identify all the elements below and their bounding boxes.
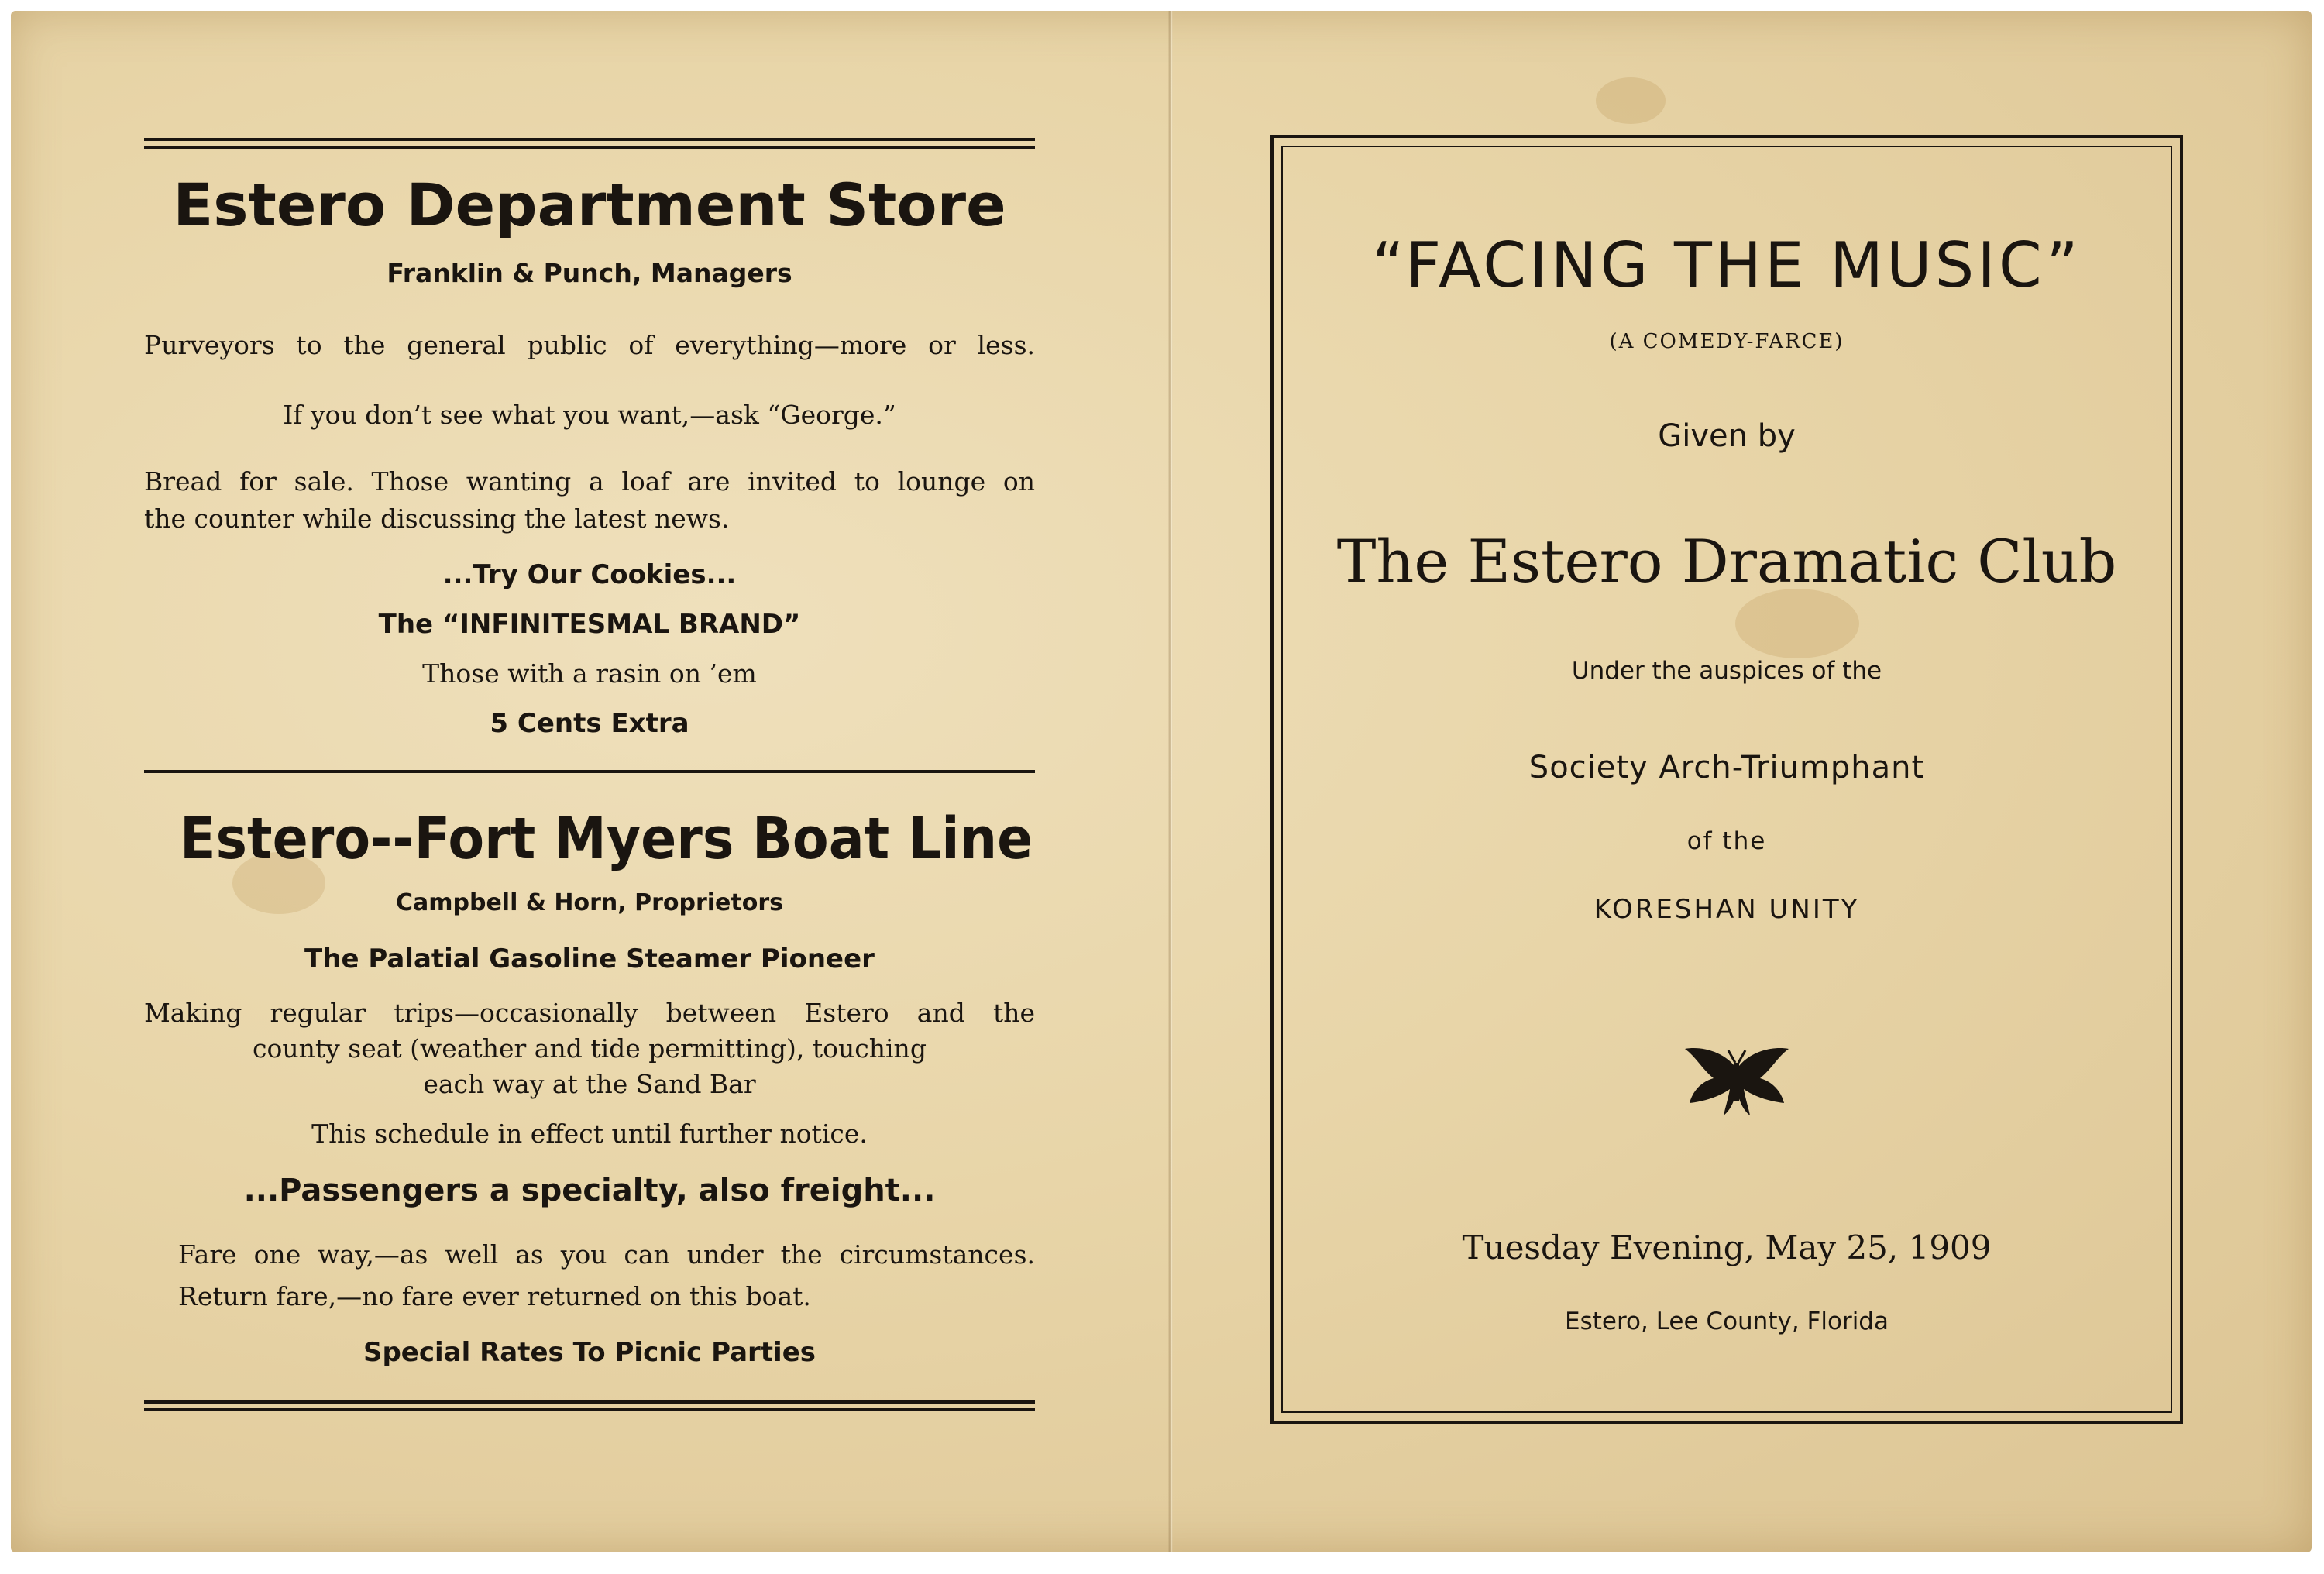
store-purveyors: Purveyors to the general public of everything—more or less. [144,330,1035,360]
store-rasin: Those with a rasin on ’em [422,658,757,689]
butterfly-icon [1679,1046,1795,1117]
paper-stain [1596,77,1666,124]
unity-name: KORESHAN UNITY [1593,894,1860,925]
play-title: “FACING THE MUSIC” [1372,229,2082,301]
left-page [144,138,1035,1416]
boat-fare: Fare one way,—as well as you can under the circumstances. [178,1239,1035,1270]
auspices-line: Under the auspices of the [1571,657,1882,685]
boat-trips-line2: county seat (weather and tide permitting), touching [253,1033,927,1064]
store-brand: The “INFINITESMAL BRAND” [378,609,801,640]
cover-page [1281,146,2172,1413]
boat-passengers: ...Passengers a specialty, also freight... [243,1173,936,1208]
boat-trips-line1: Making regular trips—occasionally between Estero and the [144,998,1035,1028]
boat-special-rates: Special Rates To Picnic Parties [363,1337,816,1368]
play-subtitle: (A COMEDY-FARCE) [1609,330,1844,353]
store-extra: 5 Cents Extra [490,708,689,739]
bottom-double-rule [144,1400,1035,1411]
store-bread-line2: the counter while discussing the latest news. [144,503,730,534]
of-the-line: of the [1686,827,1767,855]
performance-place: Estero, Lee County, Florida [1565,1308,1889,1335]
store-ask-george: If you don’t see what you want,—ask “George.” [283,400,896,430]
store-bread-line1: Bread for sale. Those wanting a loaf are invited to lounge on [144,466,1035,497]
boat-trips-line3: each way at the Sand Bar [423,1069,756,1099]
boat-steamer: The Palatial Gasoline Steamer Pioneer [304,943,875,974]
society-name: Society Arch-Triumphant [1528,750,1925,785]
club-name: The Estero Dramatic Club [1336,527,2117,596]
given-by: Given by [1658,418,1796,454]
store-title: Estero Department Store [173,170,1006,239]
performance-date: Tuesday Evening, May 25, 1909 [1462,1229,1992,1266]
boat-return-fare: Return fare,—no fare ever returned on this boat. [178,1281,811,1311]
store-cookies: ...Try Our Cookies... [442,559,737,590]
boat-proprietors: Campbell & Horn, Proprietors [395,889,784,916]
boat-title: Estero--Fort Myers Boat Line [180,806,1033,872]
boat-schedule: This schedule in effect until further notice. [311,1119,868,1149]
top-double-rule [144,138,1035,149]
section-divider [144,770,1035,773]
page-fold [1168,11,1173,1552]
store-managers: Franklin & Punch, Managers [387,258,792,288]
